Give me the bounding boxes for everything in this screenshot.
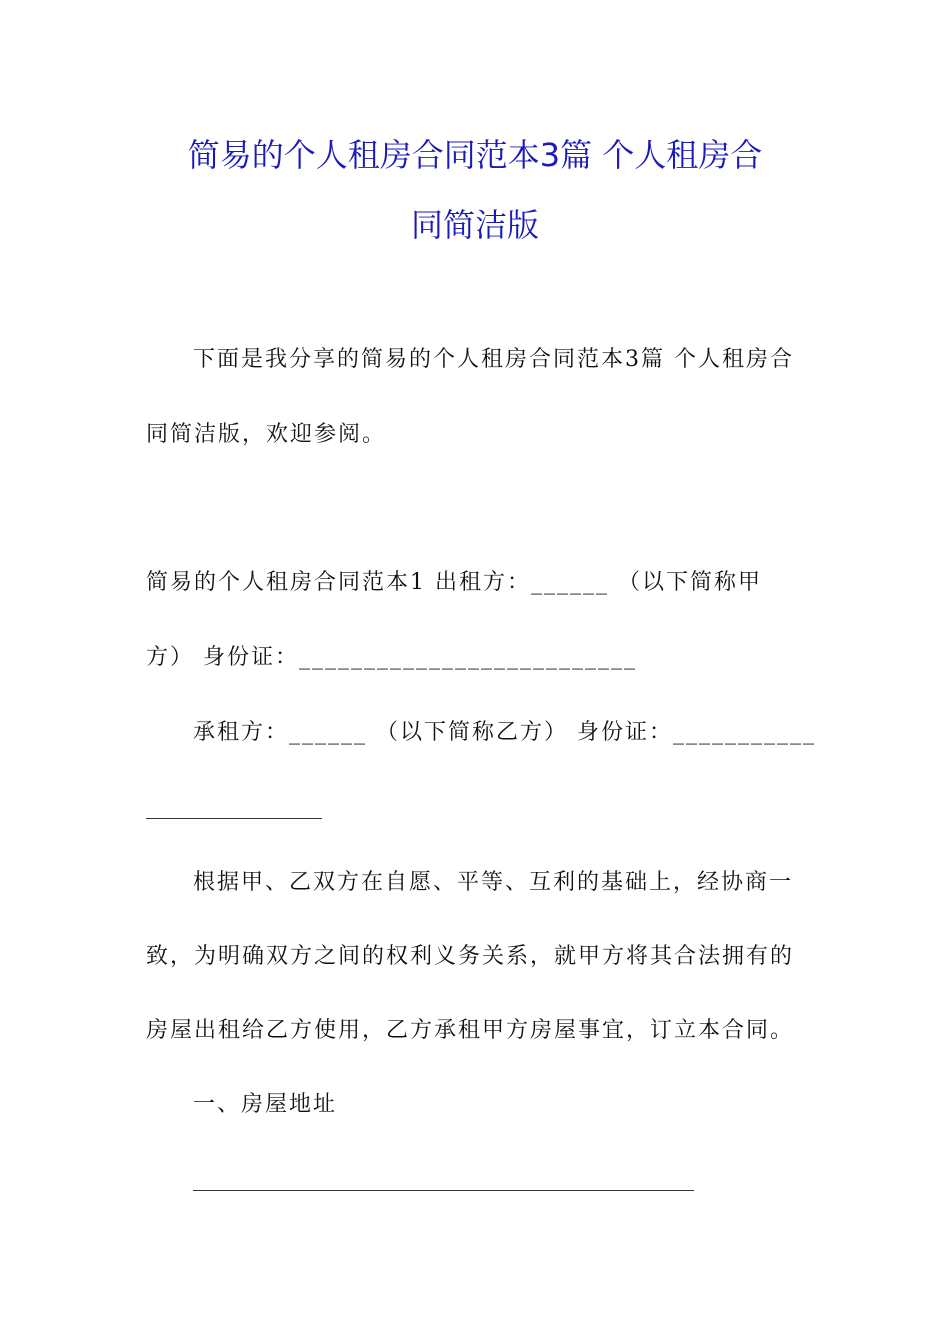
document-title-line-2: 同简洁版 xyxy=(410,206,539,244)
basis-paragraph-line-2: 致，为明确双方之间的权利义务关系，就甲方将其合法拥有的 xyxy=(146,944,795,969)
party-b-line-1: 承租方：______ （以下简称乙方） 身份证：___________ xyxy=(193,720,816,745)
intro-paragraph-line-2: 同简洁版，欢迎参阅。 xyxy=(146,422,387,447)
document-title-line-1: 简易的个人租房合同范本3篇 个人租房合 xyxy=(187,136,763,174)
basis-paragraph-line-3: 房屋出租给乙方使用，乙方承租甲方房屋事宜，订立本合同。 xyxy=(146,1018,795,1043)
section-one-heading: 一、房屋地址 xyxy=(193,1092,338,1117)
party-a-line-1: 简易的个人租房合同范本1 出租方：______ （以下简称甲 xyxy=(146,570,762,595)
house-address-blank xyxy=(193,1190,694,1191)
basis-paragraph-line-1: 根据甲、乙双方在自愿、平等、互利的基础上，经协商一 xyxy=(193,870,794,895)
intro-paragraph-line-1: 下面是我分享的简易的个人租房合同范本3篇 个人租房合 xyxy=(193,347,794,372)
party-a-line-2: 方） 身份证：__________________________ xyxy=(146,645,637,670)
party-b-id-blank-continuation xyxy=(146,818,322,819)
